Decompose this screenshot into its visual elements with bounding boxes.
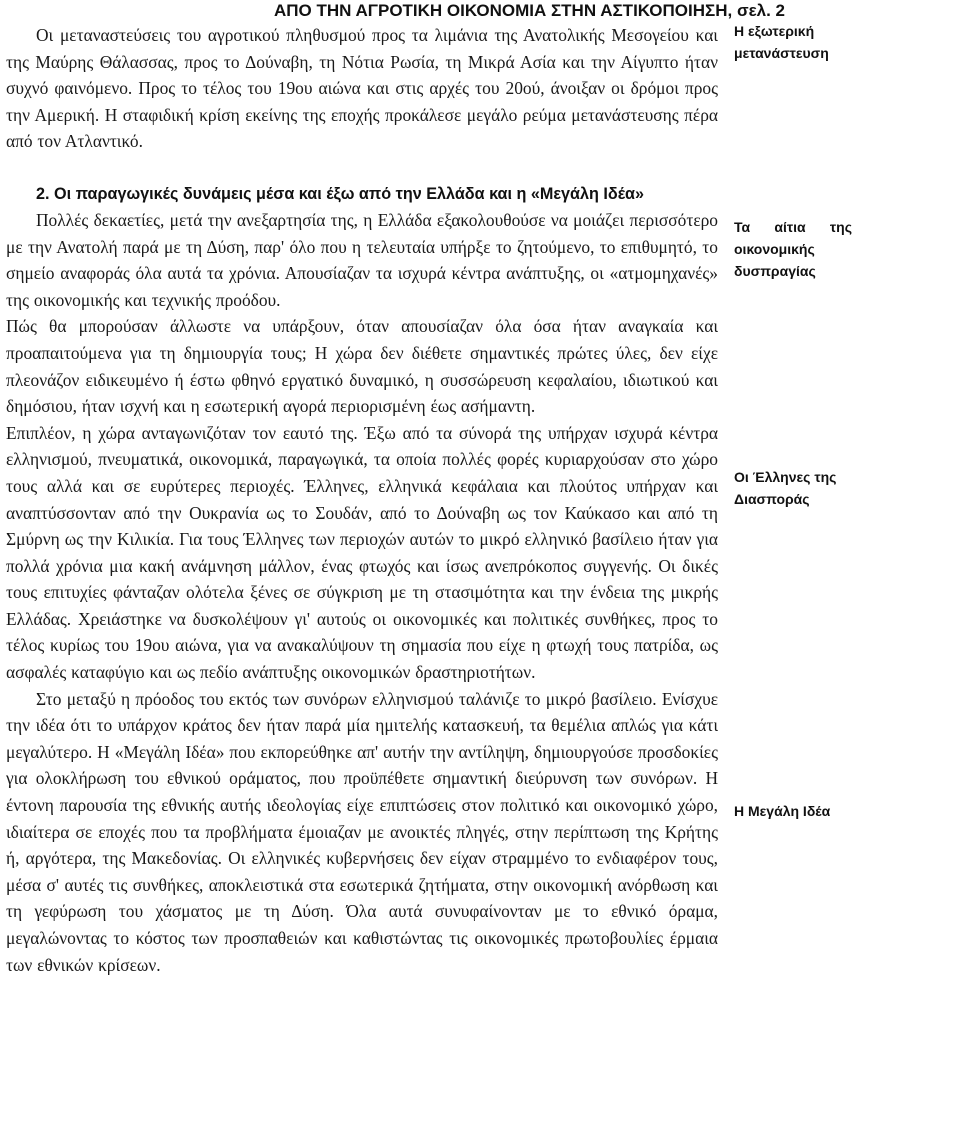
section-heading: 2. Οι παραγωγικές δυνάμεις μέσα και έξω από την Ελλάδα και η «Μεγάλη Ιδέα» (36, 184, 644, 203)
margin-note-economic-causes: Τα αίτια της οικονομικής δυσπραγίας (734, 219, 852, 279)
section-spacer (6, 155, 718, 181)
running-header: ΑΠΟ ΤΗΝ ΑΓΡΟΤΙΚΗ ΟΙΚΟΝΟΜΙΑ ΣΤΗΝ ΑΣΤΙΚΟΠΟΙΗΣΗ, σελ. 2 (273, 1, 785, 20)
paragraph-2: Πώς θα μπορούσαν άλλωστε να υπάρξουν, όταν απουσίαζαν όλα όσα ήταν αναγκαία και προαπαιτούμενα για τη δημιουργία τους; Η χώρα δεν διέθετε σημαντικές πρώτες ύλες, δεν είχε πλεονάζον ειδικευμένο ή έστω φθηνό εργατικό δυναμικό, η συσσώρευση κεφαλαίου, ιδιωτικού και δημόσιου, ήταν ισχνή και η εσωτερική αγορά περιορισμένη έως ασήμαντη. (6, 316, 718, 417)
paragraph-4: Στο μεταξύ η πρόοδος του εκτός των συνόρων ελληνισμού ταλάνιζε το μικρό βασίλειο. Ενίσχυε την ιδέα ότι το υπάρχον κράτος δεν ήταν παρά μία ημιτελής κατασκευή, τα θεμέλια απλώς για κάτι μεγαλύτερο. Η «Μεγάλη Ιδέα» που εκπορεύθηκε απ' αυτήν την αντίληψη, δημιουργούσε προσδοκίες για ολοκλήρωση του εθνικού οράματος, που προϋπέθετε σημαντική διεύρυνση των συνόρων. Η έντονη παρουσία της εθνικής αυτής ιδεολογίας είχε επιπτώσεις στον πολιτικό και οικονομικό χώρο, ιδιαίτερα σε εποχές που τα προβλήματα έμοιαζαν με ανοικτές πληγές, στην περίπτωση της Κρήτης ή, αργότερα, της Μακεδονίας. Οι ελληνικές κυβερνήσεις δεν είχαν στραμμένο το ενδιαφέρον τους, μέσα σ' αυτές τις συνθήκες, αποκλειστικά στα εσωτερικά ζητήματα, στην οικονομική ανόρθωση και τη γεφύρωση του χάσματος με τη Δύση. Όλα αυτά συνυφαίνονταν με το εθνικό όραμα, μεγαλώνοντας το κόστος των προσπαθειών και καθιστώντας τις οικονομικές πρωτοβουλίες έρμαια των εθνικών κρίσεων. (6, 688, 718, 975)
margin-note-emigration: Η εξωτερική μετανάστευση (734, 23, 829, 61)
paragraph-1: Πολλές δεκαετίες, μετά την ανεξαρτησία της, η Ελλάδα εξακολουθούσε να μοιάζει περισσότερο με την Ανατολή παρά με τη Δύση, παρ' όλο που η τελευταία υπήρξε το ζητούμενο, το επιθυμητό, το σημείο αναφοράς όλα αυτά τα χρόνια. Απουσίαζαν τα ισχυρά κέντρα ανάπτυξης, οι «ατμομηχανές» της οικονομικής και τεχνικής προόδου. (6, 209, 718, 310)
margin-note-megali-idea: Η Μεγάλη Ιδέα (734, 803, 831, 819)
main-text-column (6, 22, 718, 978)
intro-paragraph: Οι μεταναστεύσεις του αγροτικού πληθυσμού προς τα λιμάνια της Ανατολικής Μεσογείου και της Μαύρης Θάλασσας, προς το Δούναβη, τη Νότια Ρωσία, τη Μικρά Ασία και την Αίγυπτο ήταν συχνό φαινόμενο. Προς το τέλος του 19ου αιώνα και στις αρχές του 20ού, άνοιξαν οι δρόμοι προς την Αμερική. Η σταφιδική κρίση εκείνης της εποχής προκάλεσε μεγάλο ρεύμα μετανάστευσης πέρα από τον Ατλαντικό. (6, 25, 718, 152)
paragraph-3: Επιπλέον, η χώρα ανταγωνιζόταν τον εαυτό της. Έξω από τα σύνορά της υπήρχαν ισχυρά κέντρα ελληνισμού, πνευματικά, οικονομικά, παραγωγικά, τα οποία πολλές φορές κυριαρχούσαν στο χώρο τους αλλά και σε ευρύτερες περιοχές. Έλληνες, ελληνικά κεφάλαια και πλούτος υπήρχαν και αναπτύσσονταν από την Ουκρανία ως το Σουδάν, από το Δούναβη ως τον Καύκασο και από τη Σμύρνη ως την Κιλικία. Για τους Έλληνες των περιοχών αυτών το μικρό ελληνικό βασίλειο ήταν για πολλά χρόνια μια κακή ανάμνηση μάλλον, ένας φτωχός και ίσως ανεπρόκοπος συγγενής. Οι δικές τους επιτυχίες φάνταζαν ολότελα ξένες σε σύγκριση με τη στασιμότητα και την ένδεια της μικρής Ελλάδας. Χρειάστηκε να δυσκολέψουν γι' αυτούς οι οικονομικές και πολιτικές συνθήκες, προς το τέλος κυρίως του 19ου αιώνα, για να ανακαλύψουν τη σημασία που είχε η φτωχή τους πατρίδα, ως ασφαλές καταφύγιο και ως πεδίο ανάπτυξης οικονομικών δραστηριοτήτων. (6, 422, 718, 683)
margin-note-diaspora: Οι Έλληνες της Διασποράς (734, 469, 837, 507)
